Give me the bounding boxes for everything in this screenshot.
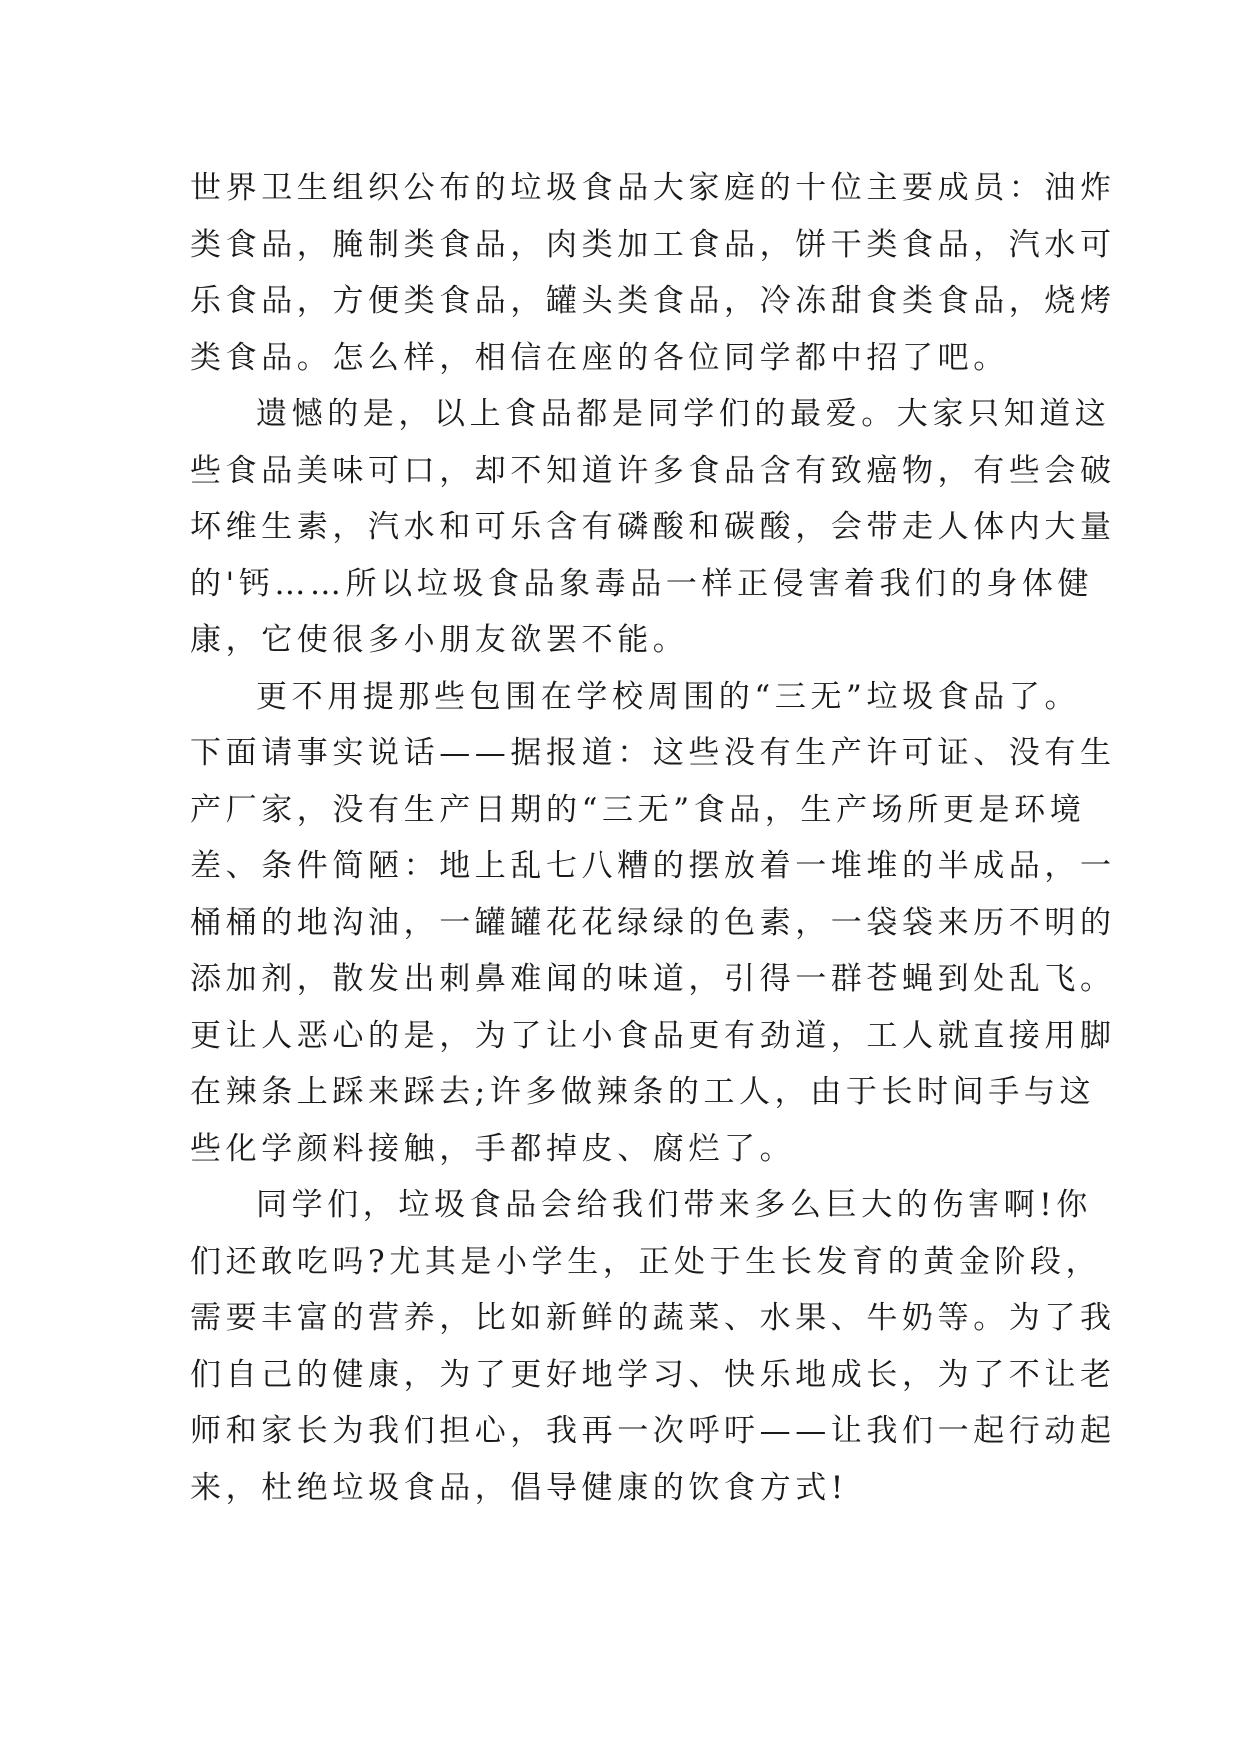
- text-line: 坏维生素，汽水和可乐含有磷酸和碳酸，会带走人体内大量: [190, 509, 1116, 545]
- text-line: 的'钙……所以垃圾食品象毒品一样正侵害着我们的身体健: [190, 565, 1094, 602]
- text-line: 来，杜绝垃圾食品，倡导健康的饮食方式!: [190, 1469, 848, 1506]
- paragraph-1: [190, 160, 1116, 386]
- text-line: 乐食品，方便类食品，罐头类食品，冷冻甜食类食品，烧烤: [190, 283, 1116, 319]
- text-line: 在辣条上踩来踩去;许多做辣条的工人，由于长时间手与这: [190, 1074, 1096, 1110]
- text-line: 些化学颜料接触，手都掉皮、腐烂了。: [190, 1130, 796, 1167]
- text-line: 世界卫生组织公布的垃圾食品大家庭的十位主要成员：油炸: [190, 170, 1116, 206]
- text-line: 下面请事实说话——据报道：这些没有生产许可证、没有生: [190, 735, 1116, 771]
- paragraph-2: [190, 386, 1116, 669]
- text-line: 差、条件简陋：地上乱七八糟的摆放着一堆堆的半成品，一: [190, 848, 1116, 884]
- document-page: [190, 160, 1116, 1516]
- text-line: 需要丰富的营养，比如新鲜的蔬菜、水果、牛奶等。为了我: [190, 1300, 1116, 1336]
- text-line: 同学们，垃圾食品会给我们带来多么巨大的伤害啊!你: [256, 1187, 1092, 1223]
- text-line: 更不用提那些包围在学校周围的“三无”垃圾食品了。: [256, 678, 1081, 715]
- text-line: 们自己的健康，为了更好地学习、快乐地成长，为了不让老: [190, 1356, 1116, 1393]
- text-line: 更让人恶心的是，为了让小食品更有劲道，工人就直接用脚: [190, 1017, 1116, 1054]
- text-line: 康，它使很多小朋友欲罢不能。: [190, 622, 689, 658]
- text-line: 类食品，腌制类食品，肉类加工食品，饼干类食品，汽水可: [190, 226, 1116, 263]
- text-line: 添加剂，散发出刺鼻难闻的味道，引得一群苍蝇到处乱飞。: [190, 961, 1116, 997]
- text-line: 师和家长为我们担心，我再一次呼吁——让我们一起行动起: [190, 1413, 1116, 1449]
- text-line: 些食品美味可口，却不知道许多食品含有致癌物，有些会破: [190, 452, 1116, 489]
- text-line: 们还敢吃吗?尤其是小学生，正处于生长发育的黄金阶段，: [190, 1243, 1102, 1280]
- paragraph-3: [190, 669, 1116, 1178]
- text-line: 桶桶的地沟油，一罐罐花花绿绿的色素，一袋袋来历不明的: [190, 904, 1116, 941]
- paragraph-4: [190, 1177, 1116, 1516]
- text-line: 遗憾的是，以上食品都是同学们的最爱。大家只知道这: [256, 396, 1111, 432]
- text-line: 类食品。怎么样，相信在座的各位同学都中招了吧。: [190, 339, 1009, 376]
- text-line: 产厂家，没有生产日期的“三无”食品，生产场所更是环境: [190, 791, 1086, 828]
